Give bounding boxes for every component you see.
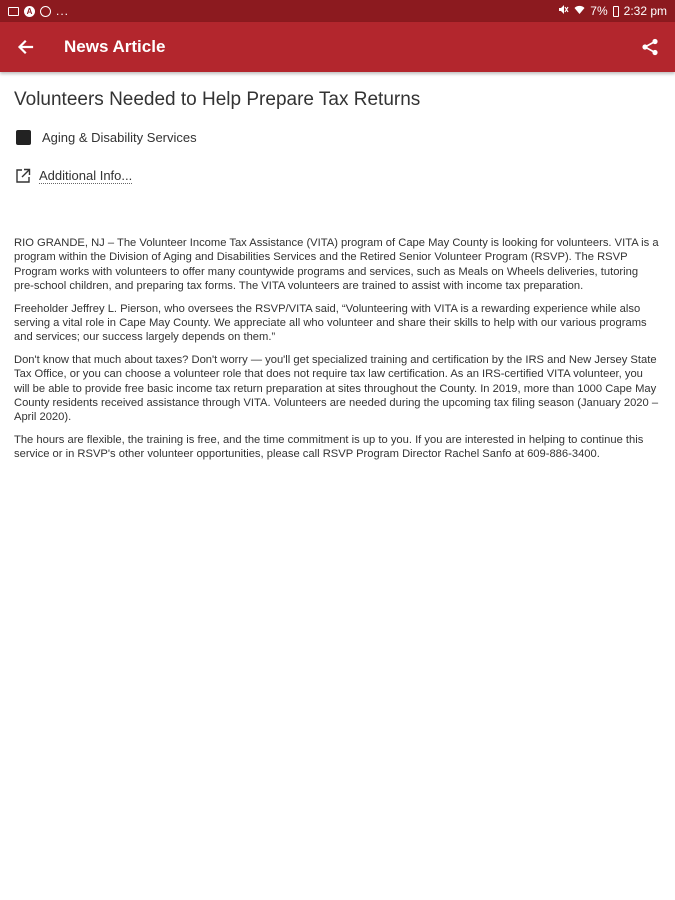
share-icon	[641, 38, 659, 56]
article-title: Volunteers Needed to Help Prepare Tax Returns	[14, 89, 421, 110]
status-bar-right	[558, 4, 667, 18]
status-bar	[0, 0, 675, 22]
category-row	[14, 130, 661, 145]
battery-icon	[613, 6, 619, 17]
battery-percent: 7%	[590, 4, 608, 18]
back-button[interactable]	[10, 32, 40, 62]
app-bar	[0, 22, 675, 72]
share-button[interactable]	[635, 32, 665, 62]
wifi-icon	[574, 4, 585, 18]
additional-info-label: Additional Info...	[39, 168, 133, 183]
article-body	[14, 236, 661, 462]
gallery-notification-icon	[8, 7, 19, 16]
app-notification-icon: A	[24, 6, 35, 17]
more-notifications: ...	[56, 4, 70, 18]
mute-icon	[558, 4, 569, 18]
open-in-new-icon	[15, 168, 31, 184]
additional-info-link[interactable]	[14, 168, 661, 184]
article-paragraph: Don't know that much about taxes? Don't worry — you'll get specialized training and certification by the IRS and New Jersey State Tax Office, or you can choose a volunteer role that does not require tax law certification. As an IRS-certified VITA volunteer, you will be able to provide free basic income tax return preparation at sites throughout the County. In 2019, more than 1000 Cape May County residents received assistance through VITA. Volunteers are needed during the upcoming tax filing season (January 2020 – April 2020).	[14, 353, 659, 424]
status-bar-left	[8, 4, 69, 18]
category-label: Aging & Disability Services	[42, 130, 197, 145]
article-paragraph: Freeholder Jeffrey L. Pierson, who oversees the RSVP/VITA said, “Volunteering with VITA is a rewarding experience while also serving a vital role in Cape May County. We appreciate all who volunteer and share their skills to help with our various programs and services; our success largely depends on them.”	[14, 302, 647, 344]
article-paragraph: The hours are flexible, the training is free, and the time commitment is up to you. If you are interested in helping to continue this service or in RSVP's other volunteer opportunities, please call RSVP Program Director Rachel Sanfo at 609-886-3400.	[14, 433, 644, 461]
category-color-swatch	[16, 130, 31, 145]
page-title: News Article	[64, 37, 166, 56]
arrow-back-icon	[16, 38, 34, 56]
sync-notification-icon	[40, 6, 51, 17]
status-time: 2:32 pm	[623, 4, 667, 18]
article-paragraph: RIO GRANDE, NJ – The Volunteer Income Tax Assistance (VITA) program of Cape May County is looking for volunteers. VITA is a program within the Division of Aging and Disabilities Services and the Retired Senior Volunteer Program (RSVP). The RSVP Program works with volunteers to offer many countywide programs and services, such as Meals on Wheels deliveries, tutoring pre-school children, and preparing tax forms. The VITA volunteers are trained to assist with income tax preparation.	[14, 237, 659, 293]
article-content	[14, 72, 661, 470]
